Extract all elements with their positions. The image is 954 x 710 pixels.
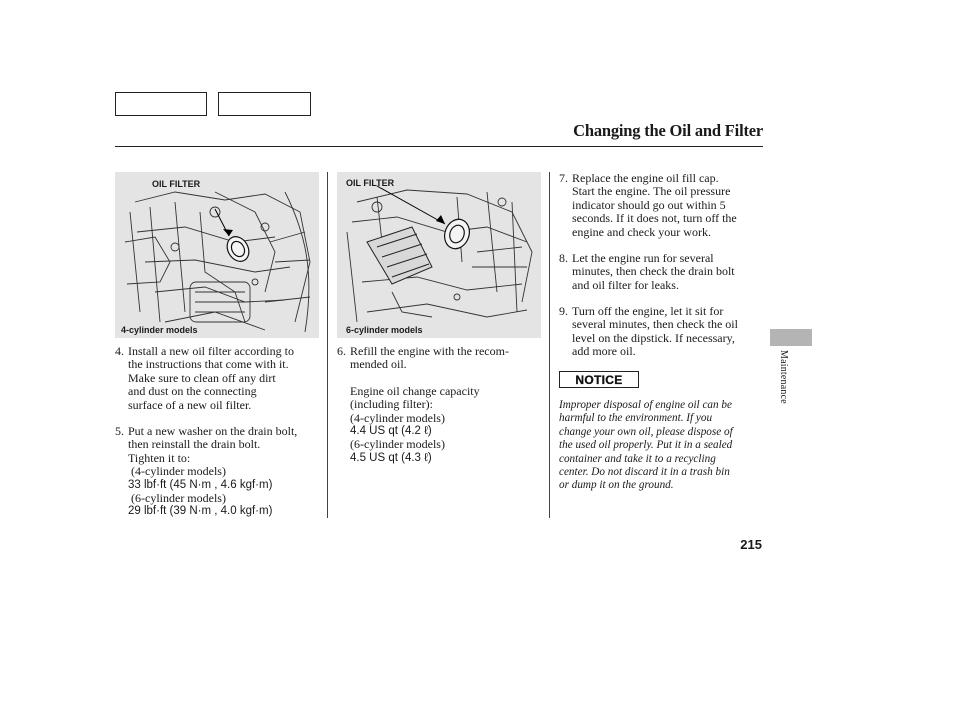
step-text-line: Install a new oil filter according to xyxy=(128,344,294,358)
step-text-line: Refill the engine with the recom- xyxy=(350,344,509,358)
figure-label: OIL FILTER xyxy=(346,178,395,188)
step-text-line: Let the engine run for several xyxy=(572,251,714,265)
step-9 xyxy=(559,305,769,359)
capacity-subtitle: (including filter): xyxy=(350,397,433,412)
step-text-line: mended oil. xyxy=(350,357,407,372)
notice-text-line: or dump it on the ground. xyxy=(559,479,674,492)
nav-tab-next[interactable] xyxy=(218,92,311,116)
step-text-line: and dust on the connecting xyxy=(128,384,257,399)
engine-underside-illustration xyxy=(115,172,319,338)
step-5 xyxy=(115,425,330,519)
capacity-value: 4.5 US qt (4.3 ℓ) xyxy=(350,451,432,464)
torque-model-label: (6-cylinder models) xyxy=(128,491,226,506)
nav-tab-previous[interactable] xyxy=(115,92,207,116)
oil-filter-diagram-6cyl xyxy=(337,172,541,338)
torque-model-label: (4-cylinder models) xyxy=(128,464,226,479)
page-number: 215 xyxy=(740,537,762,552)
capacity-value: 4.4 US qt (4.2 ℓ) xyxy=(350,425,432,438)
step-number: 8. xyxy=(559,251,568,265)
step-text-line: Turn off the engine, let it sit for xyxy=(572,304,724,318)
step-text-line: indicator should go out within 5 xyxy=(572,197,726,212)
notice-text-line: change your own oil, please dispose of xyxy=(559,425,733,438)
step-4 xyxy=(115,345,330,412)
step-number: 9. xyxy=(559,304,568,318)
step-7 xyxy=(559,172,769,239)
section-side-label: Maintenance xyxy=(778,350,789,404)
step-text-line: Replace the engine oil fill cap. xyxy=(572,171,719,185)
figure-caption: 4-cylinder models xyxy=(121,325,198,335)
title-divider xyxy=(115,146,763,147)
notice-text-line: center. Do not discard it in a trash bin xyxy=(559,466,730,479)
section-side-tab[interactable] xyxy=(770,329,812,346)
oil-filter-diagram-4cyl xyxy=(115,172,319,338)
step-number: 7. xyxy=(559,171,568,185)
notice-badge xyxy=(559,371,639,388)
column-divider-2 xyxy=(549,172,550,518)
step-text-line: Put a new washer on the drain bolt, xyxy=(128,424,298,438)
step-text-line: minutes, then check the drain bolt xyxy=(572,264,735,279)
step-text-line: Start the engine. The oil pressure xyxy=(572,184,731,199)
capacity-title: Engine oil change capacity xyxy=(350,383,480,398)
step-text-line: then reinstall the drain bolt. xyxy=(128,437,261,452)
step-text-line: engine and check your work. xyxy=(572,224,711,239)
capacity-model-label: (6-cylinder models) xyxy=(350,437,445,452)
step-6 xyxy=(337,345,542,465)
torque-value: 29 lbf·ft (39 N·m , 4.0 kgf·m) xyxy=(128,505,273,518)
engine-underside-illustration xyxy=(337,172,541,338)
figure-label: OIL FILTER xyxy=(152,179,201,189)
notice-label: NOTICE xyxy=(575,372,623,387)
step-number: 5. xyxy=(115,424,124,438)
step-text-line: seconds. If it does not, turn off the xyxy=(572,211,737,226)
notice-text-line: Improper disposal of engine oil can be xyxy=(559,399,732,411)
step-8 xyxy=(559,252,769,292)
step-text-line: add more oil. xyxy=(572,344,636,359)
notice-text xyxy=(559,399,764,493)
step-text-line: Tighten it to: xyxy=(128,450,191,465)
step-text-line: several minutes, then check the oil xyxy=(572,317,738,332)
step-number: 6. xyxy=(337,344,346,358)
step-number: 4. xyxy=(115,344,124,358)
figure-caption: 6-cylinder models xyxy=(346,325,423,335)
capacity-model-label: (4-cylinder models) xyxy=(350,410,445,425)
notice-text-line: container and take it to a recycling xyxy=(559,452,716,465)
step-text-line: the instructions that come with it. xyxy=(128,357,289,372)
step-text-line: level on the dipstick. If necessary, xyxy=(572,330,735,345)
notice-text-line: harmful to the environment. If you xyxy=(559,412,713,425)
notice-text-line: the used oil properly. Put it in a sealed xyxy=(559,439,733,452)
step-text-line: surface of a new oil filter. xyxy=(128,397,252,412)
step-text-line: Make sure to clean off any dirt xyxy=(128,370,276,385)
page-title: Changing the Oil and Filter xyxy=(573,121,763,140)
torque-value: 33 lbf·ft (45 N·m , 4.6 kgf·m) xyxy=(128,478,273,491)
step-text-line: and oil filter for leaks. xyxy=(572,277,679,292)
